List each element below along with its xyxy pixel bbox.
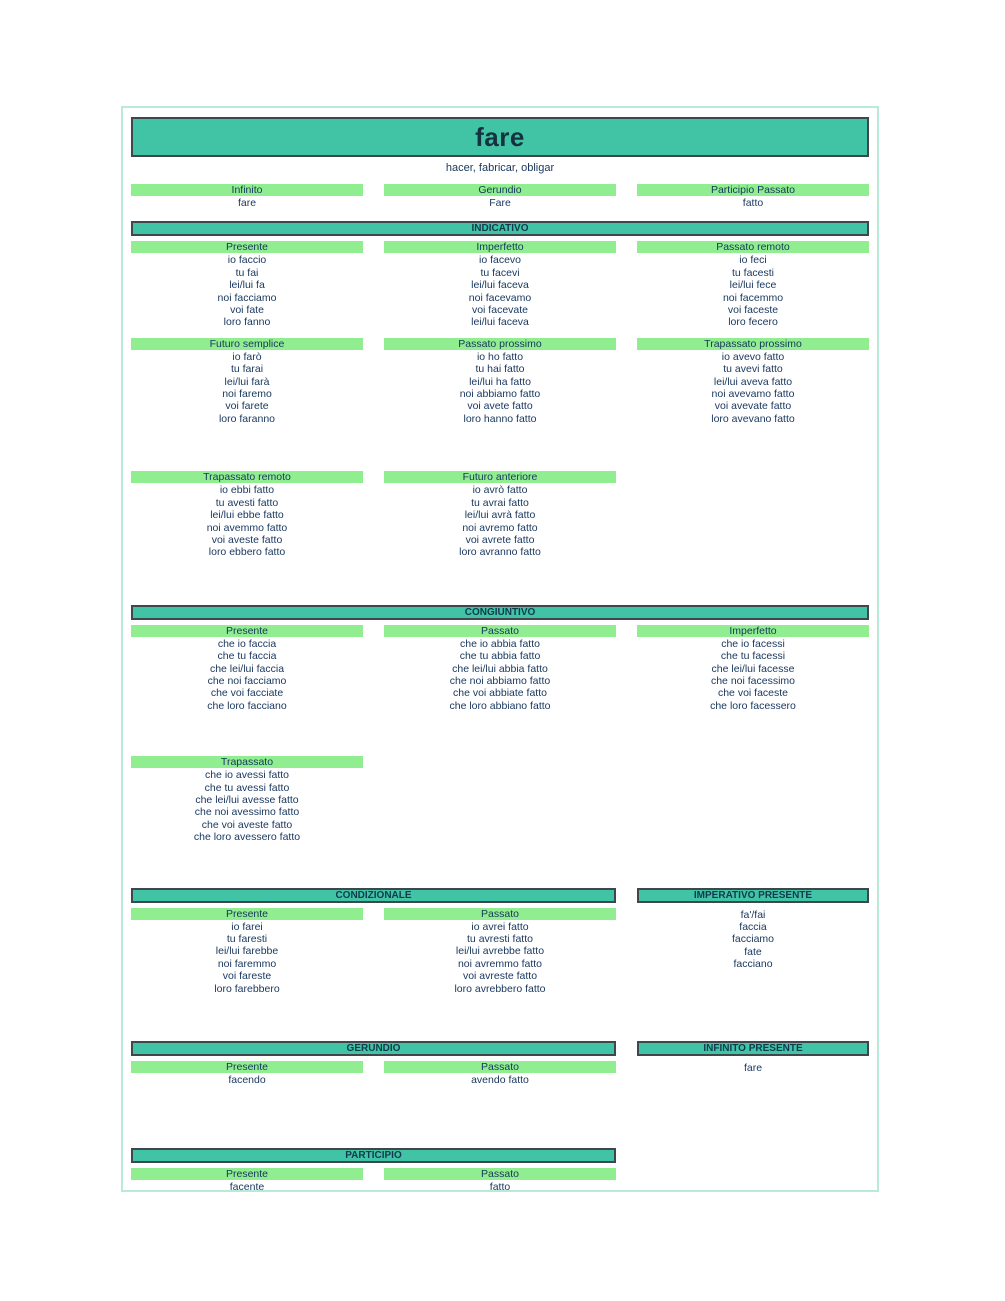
conjugation-form: lei/lui aveva fatto (713, 375, 793, 388)
tense-block-indicativo-presente (131, 241, 363, 328)
conjugation-form: voi faceste (727, 304, 779, 317)
conjugation-list (384, 921, 616, 995)
summary-participio-passato-label: Participio Passato (637, 184, 869, 196)
conjugation-form: fare (743, 1062, 763, 1075)
conjugation-list (131, 1074, 363, 1086)
conjugation-form: tu facesti (731, 266, 775, 279)
section-gerundio: GERUNDIO (131, 1041, 616, 1056)
conjugation-form: lei/lui fa (229, 279, 265, 292)
conjugation-form: noi abbiamo fatto (459, 388, 541, 401)
conjugation-form: che voi aveste fatto (201, 818, 293, 831)
tense-label: Imperfetto (637, 625, 869, 637)
tense-label: Trapassato remoto (131, 471, 363, 483)
tense-label: Presente (131, 625, 363, 637)
conjugation-form: lei/lui farà (224, 375, 270, 388)
conjugation-form: noi avremo fatto (462, 521, 538, 534)
conjugation-form: che noi facciamo (207, 674, 287, 687)
conjugation-form: io avrei fatto (471, 920, 529, 933)
tense-label: Passato (384, 625, 616, 637)
conjugation-form: io farei (231, 920, 263, 933)
conjugation-form: voi avevate fatto (714, 400, 792, 413)
conjugation-form: loro fanno (223, 316, 271, 329)
conjugation-form: io avevo fatto (721, 350, 785, 363)
tense-label: Presente (131, 1168, 363, 1180)
conjugation-form: facendo (228, 1074, 266, 1087)
conjugation-form: che loro avessero fatto (193, 831, 301, 844)
conjugation-form: tu avevi fatto (723, 363, 783, 376)
tense-label: Futuro semplice (131, 338, 363, 350)
conjugation-form: fate (744, 945, 762, 958)
congiuntivo-row-1 (131, 625, 869, 712)
conjugation-form: che lei/lui avesse fatto (195, 793, 299, 806)
conjugation-list (637, 351, 869, 425)
conjugation-form: che tu avessi fatto (204, 781, 290, 794)
conjugation-form: noi facciamo (217, 291, 277, 304)
conjugation-form: noi avremmo fatto (457, 957, 543, 970)
conjugation-form: voi aveste fatto (211, 533, 283, 546)
condizionale-imperativo-row (131, 908, 869, 995)
conjugation-form: loro faranno (218, 412, 276, 425)
conjugation-form: voi farete (225, 400, 269, 413)
conjugation-list (131, 921, 363, 995)
section-indicativo: INDICATIVO (131, 221, 869, 236)
conjugation-form: fatto (489, 1181, 511, 1194)
conjugation-form: io avrò fatto (472, 484, 528, 497)
conjugation-form: lei/lui fece (729, 279, 777, 292)
tense-block-indicativo-futuro-anteriore (384, 471, 616, 558)
conjugation-form: loro fecero (728, 316, 778, 329)
conjugation-form: tu fai (235, 266, 259, 279)
conjugation-form: noi avevamo fatto (711, 388, 795, 401)
summary-participio-passato-value: fatto (742, 197, 764, 209)
tense-block-condizionale-passato (384, 908, 616, 995)
tense-label: Futuro anteriore (384, 471, 616, 483)
tense-label: Trapassato prossimo (637, 338, 869, 350)
indicativo-row-2 (131, 338, 869, 425)
conjugation-form: tu facevi (480, 266, 520, 279)
tense-block-congiuntivo-trapassato (131, 756, 363, 843)
tense-block-indicativo-passato-remoto (637, 241, 869, 328)
tense-block-indicativo-futuro-semplice (131, 338, 363, 425)
summary-infinito-block (131, 184, 363, 209)
conjugation-form: facciano (733, 958, 773, 971)
verb-translation: hacer, fabricar, obligar (445, 162, 555, 174)
conjugation-form: io ebbi fatto (219, 484, 275, 497)
summary-infinito-label: Infinito (131, 184, 363, 196)
participio-row (131, 1168, 869, 1193)
conjugation-form: voi fareste (222, 970, 272, 983)
condizionale-imperativo-bars (131, 888, 869, 903)
conjugation-form: che lei/lui abbia fatto (452, 662, 548, 675)
conjugation-form: avendo fatto (471, 1074, 529, 1087)
conjugation-form: facciamo (731, 933, 774, 946)
conjugation-form: loro avrebbero fatto (454, 982, 546, 995)
conjugation-form: che voi faceste (717, 687, 789, 700)
section-condizionale: CONDIZIONALE (131, 888, 616, 903)
conjugation-form: tu farai (230, 363, 264, 376)
tense-block-participio-presente (131, 1168, 363, 1193)
tense-label: Presente (131, 241, 363, 253)
summary-participio-passato-block (637, 184, 869, 209)
section-imperativo-presente: IMPERATIVO PRESENTE (637, 888, 869, 903)
summary-row (131, 184, 869, 209)
conjugation-form: io ho fatto (476, 350, 524, 363)
conjugation-form: io feci (739, 254, 767, 267)
conjugation-form: lei/lui avrebbe fatto (455, 945, 545, 958)
tense-block-congiuntivo-passato (384, 625, 616, 712)
conjugation-list (384, 1181, 616, 1193)
gerundio-infinito-row (131, 1061, 869, 1086)
conjugation-list (384, 484, 616, 558)
conjugation-form: tu avesti fatto (215, 496, 279, 509)
tense-block-indicativo-imperfetto (384, 241, 616, 328)
conjugation-form: lei/lui avrà fatto (464, 509, 536, 522)
indicativo-row-1 (131, 241, 869, 328)
conjugation-form: noi facemmo (722, 291, 784, 304)
conjugation-form: noi faremmo (217, 957, 277, 970)
conjugation-form: che voi facciate (210, 687, 284, 700)
conjugation-form: voi avete fatto (467, 400, 533, 413)
verb-title: fare (475, 121, 525, 152)
summary-infinito-value: fare (237, 197, 257, 209)
tense-label: Passato (384, 1168, 616, 1180)
summary-gerundio-block (384, 184, 616, 209)
conjugation-form: lei/lui farebbe (215, 945, 279, 958)
conjugation-form: fa'/fai (740, 908, 766, 921)
conjugation-form: lei/lui faceva (471, 316, 529, 329)
verb-title-bar (131, 117, 869, 157)
conjugation-form: che tu abbia fatto (459, 650, 541, 663)
conjugation-form: che loro facciano (207, 699, 287, 712)
section-infinito-presente: INFINITO PRESENTE (637, 1041, 869, 1056)
conjugation-list (131, 484, 363, 558)
conjugation-form: tu avrai fatto (471, 496, 529, 509)
tense-label: Passato (384, 1061, 616, 1073)
conjugation-form: che lei/lui facesse (711, 662, 795, 675)
summary-gerundio-label: Gerundio (384, 184, 616, 196)
conjugation-form: che loro facessero (710, 699, 796, 712)
tense-label: Presente (131, 1061, 363, 1073)
conjugation-form: io faccio (227, 254, 267, 267)
tense-label: Presente (131, 908, 363, 920)
conjugation-form: loro avranno fatto (459, 546, 541, 559)
conjugation-list (131, 254, 363, 328)
conjugation-form: voi avreste fatto (462, 970, 538, 983)
conjugation-form: loro ebbero fatto (208, 546, 286, 559)
conjugation-form: lei/lui faceva (471, 279, 529, 292)
tense-block-indicativo-trapassato-prossimo (637, 338, 869, 425)
conjugation-list (131, 638, 363, 712)
section-congiuntivo: CONGIUNTIVO (131, 605, 869, 620)
conjugation-list (131, 1181, 363, 1193)
conjugation-list (637, 1062, 869, 1074)
page-frame (121, 106, 879, 1192)
section-participio: PARTICIPIO (131, 1148, 616, 1163)
tense-label: Passato prossimo (384, 338, 616, 350)
conjugation-form: io facevo (478, 254, 522, 267)
tense-block-infinito-presente (637, 1061, 869, 1086)
conjugation-form: che io avessi fatto (204, 769, 290, 782)
tense-block-gerundio-presente (131, 1061, 363, 1086)
conjugation-form: voi avrete fatto (465, 533, 535, 546)
conjugation-list (384, 254, 616, 328)
conjugation-form: che tu facessi (720, 650, 786, 663)
conjugation-form: che io faccia (217, 637, 277, 650)
conjugation-list (637, 638, 869, 712)
conjugation-form: che noi avessimo fatto (194, 806, 300, 819)
conjugation-form: loro farebbero (214, 982, 280, 995)
conjugation-list (384, 638, 616, 712)
conjugation-form: faccia (739, 921, 767, 933)
conjugation-form: lei/lui ebbe fatto (210, 509, 284, 522)
conjugation-list (131, 769, 363, 843)
congiuntivo-row-2 (131, 756, 869, 843)
conjugation-form: che noi facessimo (710, 674, 796, 687)
conjugation-form: che loro abbiano fatto (449, 699, 551, 712)
tense-block-congiuntivo-imperfetto (637, 625, 869, 712)
conjugation-list (384, 351, 616, 425)
conjugation-form: che lei/lui faccia (209, 662, 285, 675)
conjugation-form: io farò (232, 350, 262, 363)
conjugation-form: che noi abbiamo fatto (449, 674, 551, 687)
conjugation-form: loro avevano fatto (711, 412, 795, 425)
conjugation-form: che io facessi (721, 637, 785, 650)
conjugation-form: tu hai fatto (475, 363, 525, 376)
conjugation-form: facente (229, 1181, 265, 1194)
conjugation-form: noi facevamo (468, 291, 532, 304)
tense-block-indicativo-trapassato-remoto (131, 471, 363, 558)
conjugation-form: noi avemmo fatto (206, 521, 288, 534)
conjugation-form: che voi abbiate fatto (453, 687, 547, 700)
conjugation-form: tu avresti fatto (467, 933, 533, 945)
tense-block-congiuntivo-presente (131, 625, 363, 712)
tense-block-indicativo-passato-prossimo (384, 338, 616, 425)
conjugation-form: noi faremo (222, 388, 272, 401)
conjugation-form: voi facevate (471, 304, 529, 317)
tense-block-imperativo-presente (637, 908, 869, 995)
conjugation-form: voi fate (230, 304, 264, 317)
tense-block-gerundio-passato (384, 1061, 616, 1086)
conjugation-form: che tu faccia (217, 650, 277, 663)
tense-label: Passato (384, 908, 616, 920)
tense-block-participio-passato (384, 1168, 616, 1193)
conjugation-list (637, 254, 869, 328)
summary-gerundio-value: Fare (489, 197, 511, 209)
conjugation-form: lei/lui ha fatto (469, 375, 531, 388)
conjugation-list (131, 351, 363, 425)
conjugation-list (637, 909, 869, 971)
tense-label: Passato remoto (637, 241, 869, 253)
conjugation-list (384, 1074, 616, 1086)
tense-block-condizionale-presente (131, 908, 363, 995)
tense-label: Trapassato (131, 756, 363, 768)
participio-bars (131, 1148, 869, 1163)
tense-label: Imperfetto (384, 241, 616, 253)
gerundio-infinito-bars (131, 1041, 869, 1056)
conjugation-form: che io abbia fatto (460, 637, 540, 650)
conjugation-form: tu faresti (226, 933, 268, 945)
indicativo-row-3 (131, 471, 869, 558)
conjugation-form: loro hanno fatto (463, 412, 537, 425)
